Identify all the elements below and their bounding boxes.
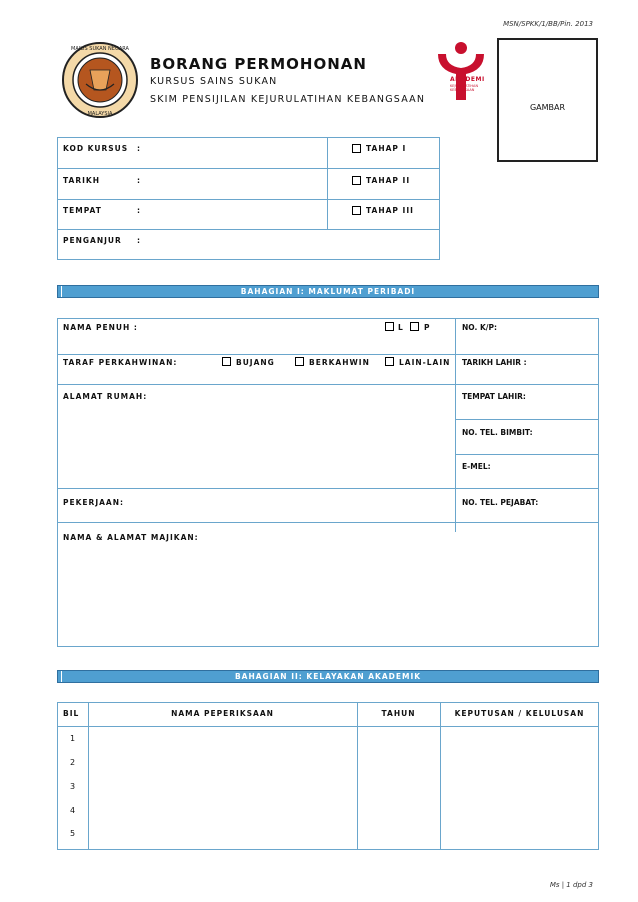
gender-l-label: L [398, 323, 404, 332]
table-row-number: 2 [70, 758, 76, 767]
tahap-2-checkbox[interactable] [352, 176, 361, 185]
column-header-tahun: TAHUN [381, 709, 416, 718]
colon: : [137, 206, 141, 215]
colon: : [137, 144, 141, 153]
photo-box[interactable] [497, 38, 598, 162]
table-row-number: 5 [70, 829, 76, 838]
form-subtitle-course: KURSUS SAINS SUKAN [150, 76, 278, 87]
table-row-number: 1 [70, 734, 76, 743]
reference-code: MSN/SPKK/1/BB/Pin. 2013 [503, 20, 593, 28]
gender-p-checkbox[interactable] [410, 322, 419, 331]
lain-lain-checkbox[interactable] [385, 357, 394, 366]
nama-penuh-field[interactable] [140, 320, 380, 352]
tempat-field[interactable] [145, 202, 323, 228]
label-alamat-rumah: ALAMAT RUMAH: [63, 392, 148, 401]
column-header-keputusan: KEPUTUSAN / KELULUSAN [454, 709, 585, 718]
divider [57, 522, 599, 523]
lain-lain-label: LAIN-LAIN [399, 358, 451, 367]
label-kod-kursus: KOD KURSUS [63, 144, 129, 153]
page-number: Ms | 1 dpd 3 [549, 881, 593, 889]
label-tempat: TEMPAT [63, 206, 102, 215]
tahap-1-checkbox[interactable] [352, 144, 361, 153]
label-penganjur: PENGANJUR [63, 236, 122, 245]
alamat-rumah-field[interactable] [60, 405, 450, 485]
table-row[interactable] [89, 728, 598, 750]
label-tempat-lahir: TEMPAT LAHIR: [462, 392, 526, 401]
tahap-1-label: TAHAP I [366, 144, 407, 153]
section-2-heading: BAHAGIAN II: KELAYAKAN AKADEMIK [57, 670, 599, 683]
divider [57, 726, 599, 727]
photo-label: GAMBAR [529, 103, 566, 112]
table-row[interactable] [89, 776, 598, 798]
bujang-label: BUJANG [236, 358, 275, 367]
tarikh-field[interactable] [145, 171, 323, 197]
divider [57, 354, 599, 355]
penganjur-field[interactable] [145, 232, 435, 258]
tahap-3-checkbox[interactable] [352, 206, 361, 215]
table-row-number: 3 [70, 782, 76, 791]
majikan-field[interactable] [60, 548, 596, 644]
gender-p-label: P [424, 323, 431, 332]
label-nama-alamat-majikan: NAMA & ALAMAT MAJIKAN: [63, 533, 199, 542]
label-taraf-perkahwinan: TARAF PERKAHWINAN: [63, 358, 178, 367]
divider [327, 137, 328, 229]
divider [455, 318, 456, 532]
label-emel: E-MEL: [462, 462, 491, 471]
table-row-number: 4 [70, 806, 76, 815]
berkahwin-checkbox[interactable] [295, 357, 304, 366]
label-pekerjaan: PEKERJAAN: [63, 498, 125, 507]
pekerjaan-field[interactable] [140, 492, 450, 518]
colon: : [137, 176, 141, 185]
form-title: BORANG PERMOHONAN [150, 55, 367, 73]
gender-l-checkbox[interactable] [385, 322, 394, 331]
table-row[interactable] [89, 752, 598, 774]
divider [57, 229, 440, 230]
kod-kursus-field[interactable] [145, 140, 323, 166]
label-no-kp: NO. K/P: [462, 323, 497, 332]
divider [57, 488, 599, 489]
divider [57, 199, 440, 200]
divider [455, 419, 599, 420]
divider [57, 168, 440, 169]
table-row[interactable] [89, 800, 598, 822]
divider [57, 384, 599, 385]
akk-logo: AKADEMI KEJURULATIHAN KEBANGSAAN [432, 40, 490, 108]
msn-logo [60, 40, 140, 120]
label-tel-bimbit: NO. TEL. BIMBIT: [462, 428, 533, 437]
tahap-2-label: TAHAP II [366, 176, 411, 185]
berkahwin-label: BERKAHWIN [309, 358, 370, 367]
table-row[interactable] [89, 824, 598, 846]
label-tarikh-lahir: TARIKH LAHIR : [462, 358, 527, 367]
label-nama-penuh: NAMA PENUH : [63, 323, 138, 332]
svg-text:MALAYSIA: MALAYSIA [87, 111, 113, 117]
tahap-3-label: TAHAP III [366, 206, 414, 215]
section-1-heading: BAHAGIAN I: MAKLUMAT PERIBADI [57, 285, 599, 298]
form-subtitle-scheme: SKIM PENSIJILAN KEJURULATIHAN KEBANGSAAN [150, 94, 426, 105]
column-header-nama-peperiksaan: NAMA PEPERIKSAAN [171, 709, 274, 718]
colon: : [137, 236, 141, 245]
label-tarikh: TARIKH [63, 176, 100, 185]
label-tel-pejabat: NO. TEL. PEJABAT: [462, 498, 539, 507]
divider [455, 454, 599, 455]
column-header-bil: BIL [63, 709, 80, 718]
bujang-checkbox[interactable] [222, 357, 231, 366]
svg-text:MAJLIS SUKAN NEGARA: MAJLIS SUKAN NEGARA [71, 46, 129, 52]
